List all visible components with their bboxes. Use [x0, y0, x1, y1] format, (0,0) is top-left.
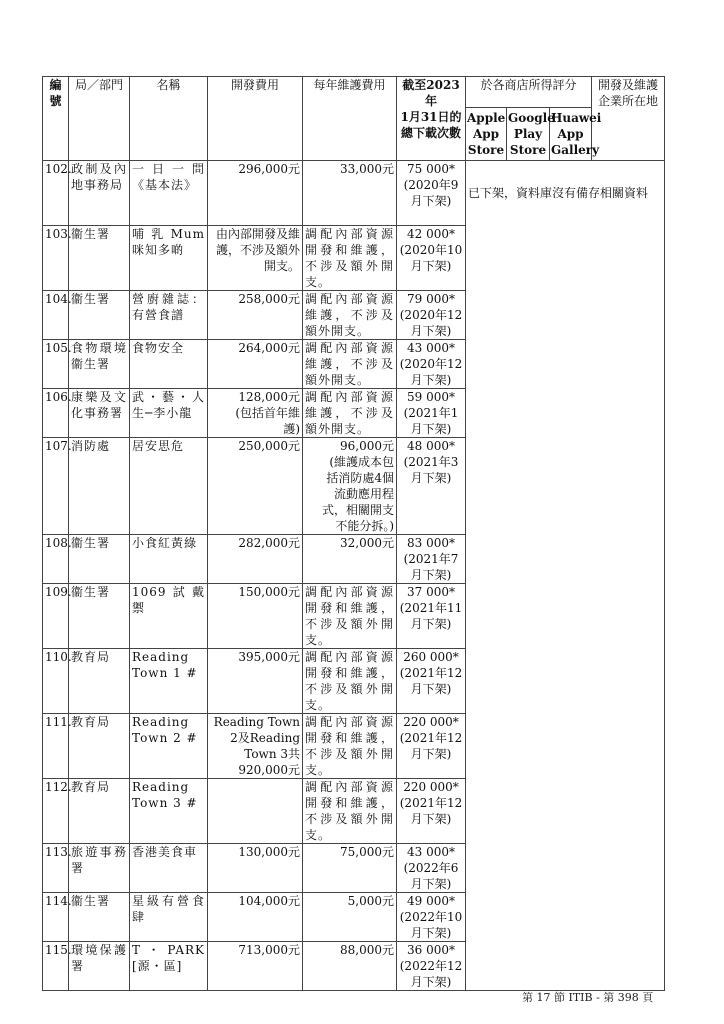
row-annual-cost: 調配內部資源開發和維護，不涉及額外開支。: [303, 714, 397, 779]
removed-note: 已下架，資料庫沒有備存相關資料: [466, 161, 665, 991]
row-dev-cost: 130,000元: [208, 844, 303, 893]
row-downloads: 75 000* (2020年9 月下架): [397, 161, 466, 226]
row-number: 103.: [43, 226, 69, 291]
row-downloads: 49 000* (2022年10 月下架): [397, 893, 466, 942]
row-dev-cost: 258,000元: [208, 291, 303, 340]
row-number: 109.: [43, 584, 69, 649]
row-number: 107.: [43, 438, 69, 535]
row-dev-cost: 264,000元: [208, 340, 303, 389]
row-app-name: 1069試戴禦: [130, 584, 208, 649]
header-vendor: 開發及維護 企業所在地: [592, 77, 665, 161]
row-downloads: 42 000* (2020年10 月下架): [397, 226, 466, 291]
row-annual-cost: 88,000元: [303, 942, 397, 991]
row-annual-cost: 96,000元 (維護成本包 括消防處4個 流動應用程 式，相關開支 不能分拆。): [303, 438, 397, 535]
header-downloads: 截至2023年 1月31日的 總下載次數: [397, 77, 466, 161]
header-dept: 局／部門: [69, 77, 130, 161]
row-app-name: T・PARK [源・區]: [130, 942, 208, 991]
row-department: 衞生署: [69, 226, 130, 291]
row-annual-cost: 32,000元: [303, 535, 397, 584]
row-department: 教育局: [69, 714, 130, 779]
header-dev-cost: 開發費用: [208, 77, 303, 161]
header-no: 編 號: [43, 77, 69, 161]
row-number: 110.: [43, 649, 69, 714]
row-app-name: 香港美食車: [130, 844, 208, 893]
row-annual-cost: 75,000元: [303, 844, 397, 893]
row-department: 衞生署: [69, 535, 130, 584]
row-department: 衞生署: [69, 893, 130, 942]
row-annual-cost: 調配內部資源開發和維護，不涉及額外開支。: [303, 649, 397, 714]
row-annual-cost: 5,000元: [303, 893, 397, 942]
row-downloads: 260 000* (2021年12 月下架): [397, 649, 466, 714]
row-number: 115.: [43, 942, 69, 991]
row-annual-cost: 調配內部資源維護，不涉及額外開支。: [303, 291, 397, 340]
row-downloads: 37 000* (2021年11 月下架): [397, 584, 466, 649]
row-downloads: 43 000* (2022年6 月下架): [397, 844, 466, 893]
row-dev-cost: 296,000元: [208, 161, 303, 226]
row-annual-cost: 調配內部資源維護，不涉及額外開支。: [303, 389, 397, 438]
table-row: [43, 161, 665, 226]
row-downloads: 83 000* (2021年7 月下架): [397, 535, 466, 584]
row-department: 消防處: [69, 438, 130, 535]
row-app-name: Reading Town 2 #: [130, 714, 208, 779]
row-app-name: 食物安全: [130, 340, 208, 389]
row-number: 111.: [43, 714, 69, 779]
row-department: 教育局: [69, 649, 130, 714]
row-dev-cost: 395,000元: [208, 649, 303, 714]
row-number: 112.: [43, 779, 69, 844]
row-number: 104.: [43, 291, 69, 340]
row-number: 108.: [43, 535, 69, 584]
row-app-name: Reading Town 1 #: [130, 649, 208, 714]
header-google: Google Play Store: [507, 108, 550, 161]
row-dev-cost: [208, 779, 303, 844]
row-department: 康樂及文化事務署: [69, 389, 130, 438]
document-table-area: [42, 76, 665, 991]
row-department: 環境保護署: [69, 942, 130, 991]
row-department: 食物環境衞生署: [69, 340, 130, 389]
row-app-name: Reading Town 3 #: [130, 779, 208, 844]
row-dev-cost: 282,000元: [208, 535, 303, 584]
row-app-name: 武・藝・人生─李小龍: [130, 389, 208, 438]
row-app-name: 一日一問《基本法》: [130, 161, 208, 226]
row-department: 教育局: [69, 779, 130, 844]
row-number: 102.: [43, 161, 69, 226]
row-dev-cost: Reading Town 2及Reading Town 3共 920,000元: [208, 714, 303, 779]
row-downloads: 220 000* (2021年12 月下架): [397, 779, 466, 844]
app-table: [42, 76, 665, 991]
row-dev-cost: 150,000元: [208, 584, 303, 649]
row-number: 106.: [43, 389, 69, 438]
row-department: 衞生署: [69, 291, 130, 340]
page-footer: 第 17 節 ITIB - 第 398 頁: [522, 991, 654, 1004]
row-dev-cost: 由內部開發及維護，不涉及額外開支。: [208, 226, 303, 291]
row-dev-cost: 713,000元: [208, 942, 303, 991]
header-huawei: Huawei App Gallery: [550, 108, 592, 161]
row-department: 政制及內地事務局: [69, 161, 130, 226]
row-dev-cost: 128,000元 (包括首年維 護): [208, 389, 303, 438]
row-department: 旅遊事務署: [69, 844, 130, 893]
row-app-name: 哺乳Mum咪知多啲: [130, 226, 208, 291]
row-downloads: 48 000* (2021年3 月下架): [397, 438, 466, 535]
row-annual-cost: 調配內部資源開發和維護，不涉及額外開支。: [303, 226, 397, 291]
row-department: 衞生署: [69, 584, 130, 649]
table-body: [43, 161, 665, 991]
row-downloads: 36 000* (2022年12 月下架): [397, 942, 466, 991]
row-app-name: 營廚雜誌：有營食譜: [130, 291, 208, 340]
header-name: 名稱: [130, 77, 208, 161]
row-app-name: 居安思危: [130, 438, 208, 535]
row-app-name: 星級有營食肆: [130, 893, 208, 942]
row-downloads: 59 000* (2021年1 月下架): [397, 389, 466, 438]
row-dev-cost: 250,000元: [208, 438, 303, 535]
row-number: 113.: [43, 844, 69, 893]
row-number: 114.: [43, 893, 69, 942]
row-downloads: 43 000* (2020年12 月下架): [397, 340, 466, 389]
row-dev-cost: 104,000元: [208, 893, 303, 942]
row-app-name: 小食紅黃綠: [130, 535, 208, 584]
row-annual-cost: 調配內部資源開發和維護，不涉及額外開支。: [303, 584, 397, 649]
row-number: 105.: [43, 340, 69, 389]
row-downloads: 220 000* (2021年12 月下架): [397, 714, 466, 779]
row-annual-cost: 33,000元: [303, 161, 397, 226]
header-annual-cost: 每年維護費用: [303, 77, 397, 161]
header-ratings: 於各商店所得評分: [466, 77, 592, 108]
row-downloads: 79 000* (2020年12 月下架): [397, 291, 466, 340]
row-annual-cost: 調配內部資源開發和維護，不涉及額外開支。: [303, 779, 397, 844]
row-annual-cost: 調配內部資源維護，不涉及額外開支。: [303, 340, 397, 389]
header-apple: Apple App Store: [466, 108, 507, 161]
